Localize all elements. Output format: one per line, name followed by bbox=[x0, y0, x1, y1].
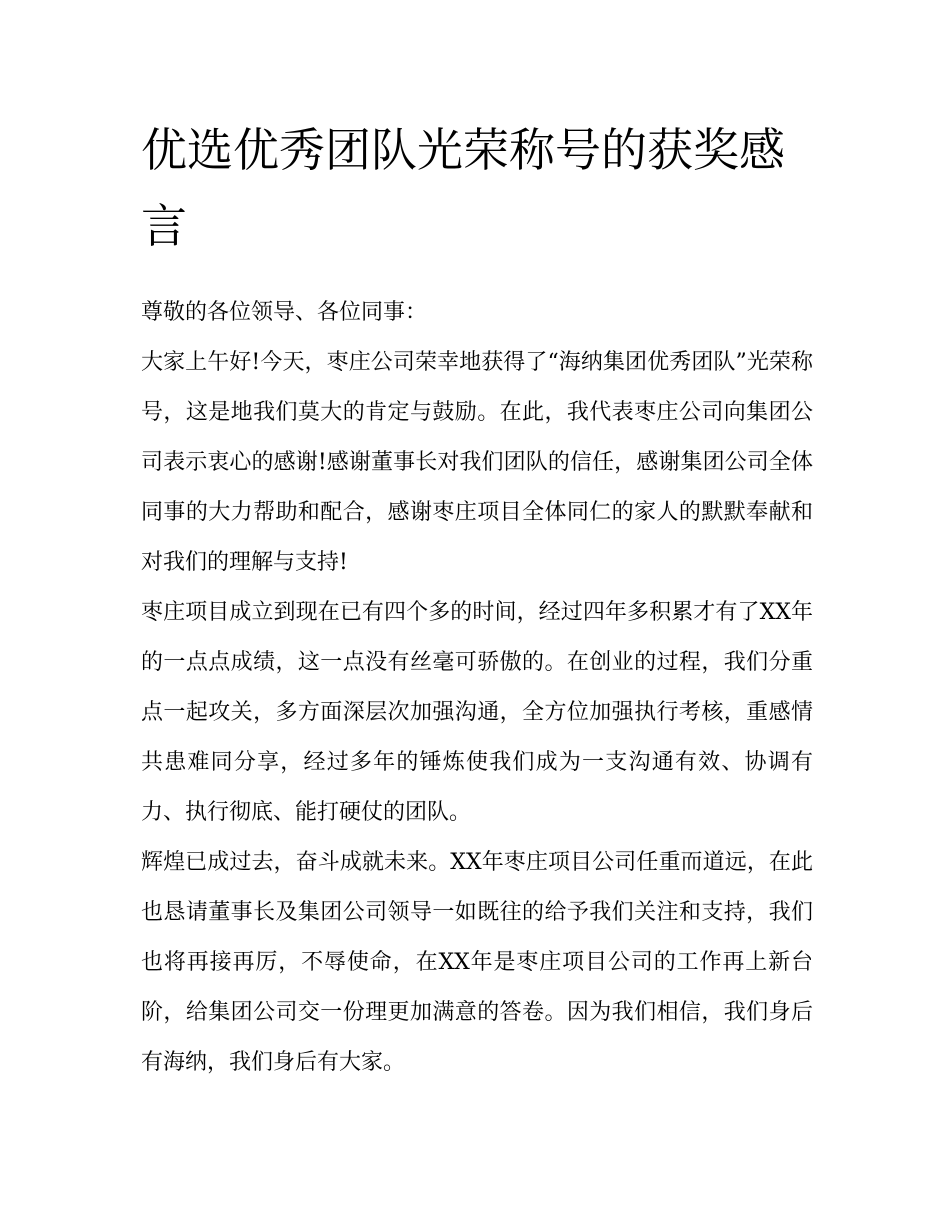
document-body bbox=[141, 112, 813, 1088]
paragraph-future: 辉煌已成过去，奋斗成就未来。XX年枣庄项目公司任重而道远，在此也恳请董事长及集团公司领导一如既往的给予我们关注和支持，我们也将再接再厉，不辱使命，在XX年是枣庄项目公司的工作再上新台阶，给集团公司交一份理更加满意的答卷。因为我们相信，我们身后有海纳，我们身后有大家。 bbox=[141, 850, 813, 1075]
salutation: 尊敬的各位领导、各位同事： bbox=[141, 300, 428, 325]
paragraph-thanks: 大家上午好!今天，枣庄公司荣幸地获得了“海纳集团优秀团队”光荣称号，这是地我们莫大的肯定与鼓励。在此，我代表枣庄公司向集团公司表示衷心的感谢!感谢董事长对我们团队的信任，感谢集团公司全体同事的大力帮助和配合，感谢枣庄项目全体同仁的家人的默默奉献和对我们的理解与支持! bbox=[141, 350, 813, 575]
document-title: 优选优秀团队光荣称号的获奖感言 bbox=[141, 123, 785, 253]
paragraph-history: 枣庄项目成立到现在已有四个多的时间，经过四年多积累才有了XX年的一点点成绩，这一点没有丝毫可骄傲的。在创业的过程，我们分重点一起攻关，多方面深层次加强沟通，全方位加强执行考核，重感情共患难同分享，经过多年的锤炼使我们成为一支沟通有效、协调有力、执行彻底、能打硬仗的团队。 bbox=[141, 600, 813, 825]
